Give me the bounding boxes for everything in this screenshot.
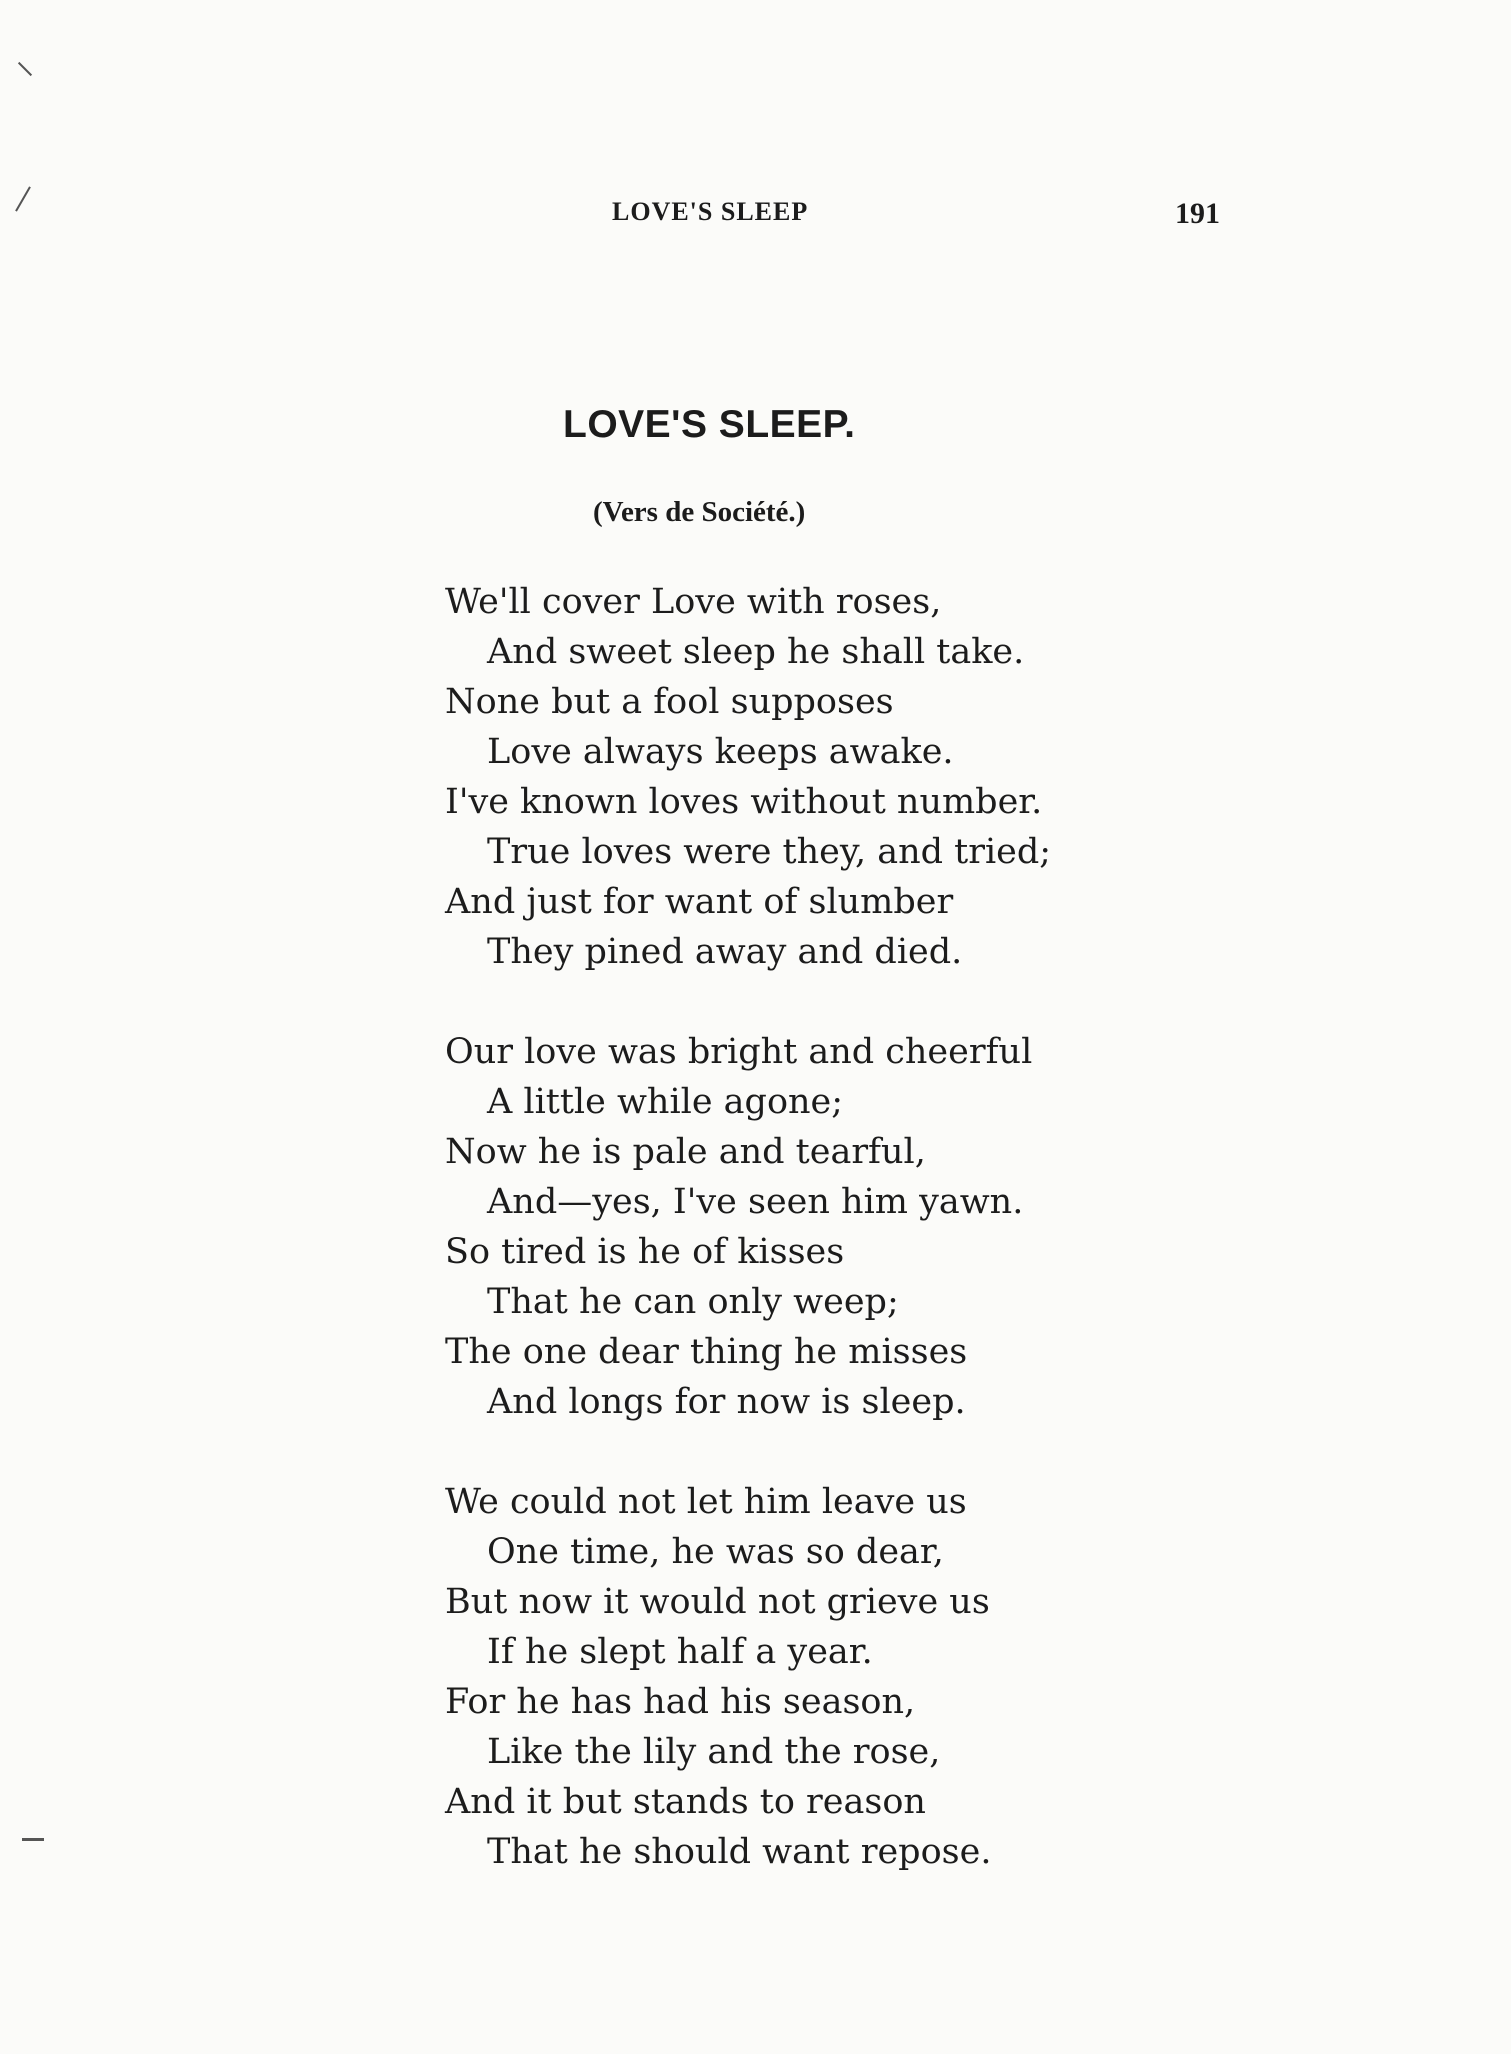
poem-line: Love always keeps awake. <box>487 732 954 772</box>
stanza <box>445 1477 1051 1877</box>
stanza <box>445 577 1051 977</box>
poem-line: Like the lily and the rose, <box>487 1732 941 1772</box>
poem-line: We could not let him leave us <box>445 1482 967 1522</box>
running-head-title: LOVE'S SLEEP <box>612 197 809 226</box>
poem-subtitle: (Vers de Société.) <box>593 496 806 528</box>
poem-line: But now it would not grieve us <box>445 1582 990 1622</box>
poem-line: That he should want repose. <box>487 1832 992 1872</box>
poem-line: True loves were they, and tried; <box>487 832 1052 872</box>
poem-line: The one dear thing he misses <box>445 1332 968 1372</box>
page-mark <box>22 1838 44 1841</box>
poem-line: And longs for now is sleep. <box>487 1382 966 1422</box>
page-mark <box>18 62 32 76</box>
poem-line: And it but stands to reason <box>445 1782 926 1822</box>
poem-line: For he has had his season, <box>445 1682 916 1722</box>
poem-line: So tired is he of kisses <box>445 1232 845 1272</box>
poem-line: Now he is pale and tearful, <box>445 1132 926 1172</box>
poem-line: I've known loves without number. <box>445 782 1043 822</box>
page-mark <box>15 186 31 211</box>
stanza <box>445 1027 1051 1427</box>
poem-line: We'll cover Love with roses, <box>445 582 942 622</box>
poem-line: And just for want of slumber <box>445 882 954 922</box>
poem-line: A little while agone; <box>487 1082 844 1122</box>
poem-line: And—yes, I've seen him yawn. <box>487 1182 1024 1222</box>
poem-line: One time, he was so dear, <box>487 1532 944 1572</box>
poem-body <box>445 577 1051 1927</box>
poem-line: That he can only weep; <box>487 1282 899 1322</box>
poem-line: None but a fool supposes <box>445 682 894 722</box>
page-number: 191 <box>1175 197 1220 230</box>
poem-line: They pined away and died. <box>487 932 963 972</box>
poem-line: Our love was bright and cheerful <box>445 1032 1033 1072</box>
poem-title: LOVE'S SLEEP. <box>563 403 856 446</box>
poem-line: If he slept half a year. <box>487 1632 873 1672</box>
poem-line: And sweet sleep he shall take. <box>487 632 1025 672</box>
